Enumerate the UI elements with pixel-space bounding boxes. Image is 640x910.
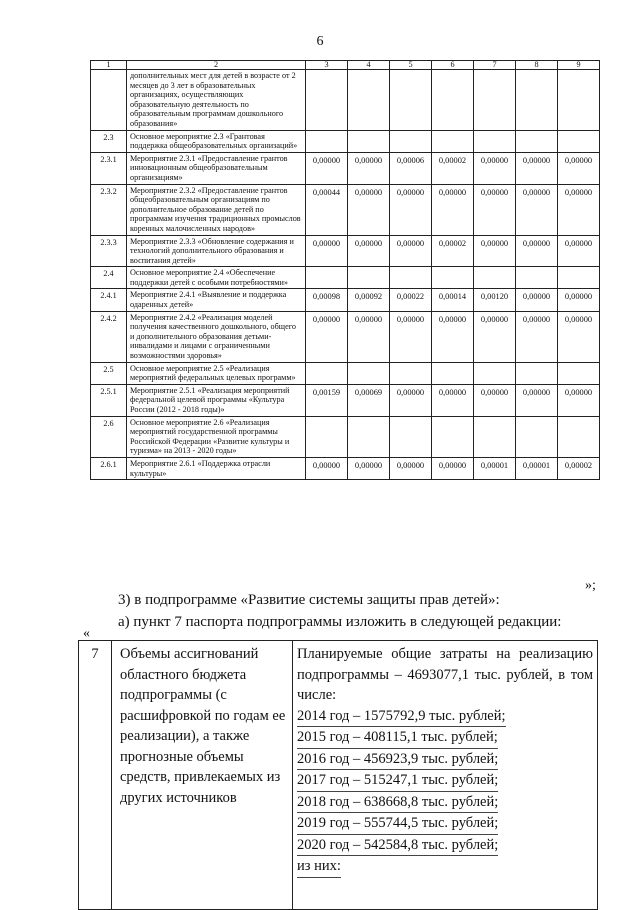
- value-cell: 0,00000: [348, 235, 390, 267]
- row-number: 2.6.1: [91, 457, 127, 479]
- value-cell: 0,00014: [432, 289, 474, 311]
- value-cell: [348, 362, 390, 384]
- table-row: [91, 235, 600, 267]
- row-description: Основное мероприятие 2.5 «Реализация мероприятий федеральных целевых программ»: [127, 362, 306, 384]
- value-cell: 0,00000: [306, 311, 348, 362]
- row-description: Мероприятие 2.3.3 «Обновление содержания и технологий дополнительного образования и воспитания детей»: [127, 235, 306, 267]
- value-cell: [516, 130, 558, 152]
- row-number: 2.3: [91, 130, 127, 152]
- header-cell: 8: [516, 61, 558, 70]
- value-cell: [516, 362, 558, 384]
- value-cell: 0,00044: [306, 184, 348, 235]
- value-cell: [474, 416, 516, 457]
- year-amount-line: 2015 год – 408115,1 тыс. рублей;: [297, 727, 498, 749]
- value-cell: 0,00002: [432, 235, 474, 267]
- passport-row: [79, 641, 598, 910]
- header-cell: 3: [306, 61, 348, 70]
- value-cell: 0,00000: [558, 152, 600, 184]
- value-cell: [348, 130, 390, 152]
- row-number: 2.3.1: [91, 152, 127, 184]
- table-row: [91, 311, 600, 362]
- value-cell: 0,00000: [474, 311, 516, 362]
- value-cell: 0,00006: [390, 152, 432, 184]
- value-cell: 0,00000: [558, 311, 600, 362]
- year-amount-line: 2020 год – 542584,8 тыс. рублей;: [297, 835, 498, 857]
- value-cell: 0,00000: [306, 235, 348, 267]
- value-cell: [558, 70, 600, 131]
- table-row: [91, 384, 600, 416]
- value-cell: 0,00000: [306, 457, 348, 479]
- value-cell: 0,00000: [390, 235, 432, 267]
- value-cell: [390, 267, 432, 289]
- table-row: [91, 70, 600, 131]
- year-amount-line: 2018 год – 638668,8 тыс. рублей;: [297, 792, 498, 814]
- table-row: [91, 152, 600, 184]
- value-cell: [474, 130, 516, 152]
- value-cell: 0,00000: [516, 311, 558, 362]
- value-cell: 0,00002: [558, 457, 600, 479]
- value-cell: [558, 416, 600, 457]
- year-amount-line: 2014 год – 1575792,9 тыс. рублей;: [297, 706, 506, 728]
- value-cell: [432, 267, 474, 289]
- value-cell: 0,00000: [390, 184, 432, 235]
- indicator-table: [90, 60, 600, 480]
- value-cell: [348, 267, 390, 289]
- value-cell: [474, 267, 516, 289]
- value-cell: [390, 70, 432, 131]
- value-cell: 0,00000: [516, 184, 558, 235]
- passport-item-label: Объемы ассигнований областного бюджета подпрограммы (с расшифровкой по годам ее реализации), а также прогнозные объемы средств, привлекаемых из других источников: [112, 641, 293, 910]
- table-header-row: [91, 61, 600, 70]
- value-cell: [348, 416, 390, 457]
- value-cell: [306, 130, 348, 152]
- value-cell: 0,00000: [558, 184, 600, 235]
- value-cell: [516, 416, 558, 457]
- table-row: [91, 457, 600, 479]
- row-number: 2.3.3: [91, 235, 127, 267]
- passport-years-list: [297, 706, 593, 878]
- value-cell: [390, 362, 432, 384]
- value-cell: 0,00000: [390, 384, 432, 416]
- row-number: 2.4.1: [91, 289, 127, 311]
- value-cell: 0,00000: [516, 384, 558, 416]
- value-cell: 0,00098: [306, 289, 348, 311]
- year-amount-line: 2019 год – 555744,5 тыс. рублей;: [297, 813, 498, 835]
- table-row: [91, 416, 600, 457]
- value-cell: [390, 130, 432, 152]
- value-cell: 0,00092: [348, 289, 390, 311]
- header-cell: 2: [127, 61, 306, 70]
- value-cell: 0,00000: [558, 384, 600, 416]
- table-row: [91, 267, 600, 289]
- row-number: 2.3.2: [91, 184, 127, 235]
- value-cell: 0,00000: [390, 311, 432, 362]
- header-cell: 9: [558, 61, 600, 70]
- value-cell: 0,00000: [432, 184, 474, 235]
- value-cell: 0,00002: [432, 152, 474, 184]
- header-cell: 5: [390, 61, 432, 70]
- value-cell: 0,00000: [516, 235, 558, 267]
- value-cell: 0,00000: [432, 384, 474, 416]
- indicator-table-body: [91, 61, 600, 480]
- row-description: Мероприятие 2.3.1 «Предоставление грантов инновационным общеобразовательным организациям»: [127, 152, 306, 184]
- row-number: 2.6: [91, 416, 127, 457]
- header-cell: 4: [348, 61, 390, 70]
- value-cell: 0,00000: [432, 457, 474, 479]
- value-cell: 0,00001: [474, 457, 516, 479]
- value-cell: [306, 362, 348, 384]
- value-cell: [348, 70, 390, 131]
- value-cell: [306, 267, 348, 289]
- value-cell: 0,00000: [516, 289, 558, 311]
- value-cell: 0,00000: [474, 235, 516, 267]
- passport-item-value: [293, 641, 598, 910]
- row-number: 2.4: [91, 267, 127, 289]
- value-cell: [306, 416, 348, 457]
- value-cell: 0,00001: [516, 457, 558, 479]
- table-row: [91, 130, 600, 152]
- row-description: дополнительных мест для детей в возрасте от 2 месяцев до 3 лет в образовательных организациях, осуществляющих образовательную деятельность по образовательным программам дошкольного образования»: [127, 70, 306, 131]
- value-cell: 0,00000: [432, 311, 474, 362]
- value-cell: 0,00000: [474, 152, 516, 184]
- value-cell: [558, 362, 600, 384]
- value-cell: [558, 267, 600, 289]
- table-row: [91, 362, 600, 384]
- row-number: 2.5: [91, 362, 127, 384]
- row-number: [91, 70, 127, 131]
- value-cell: 0,00000: [390, 457, 432, 479]
- closing-quote: »;: [585, 578, 596, 593]
- value-cell: 0,00000: [348, 152, 390, 184]
- value-cell: [474, 70, 516, 131]
- opening-quote: «: [83, 626, 90, 641]
- row-description: Мероприятие 2.3.2 «Предоставление грантов общеобразовательным организациям по дополнительное образование детей по программам изучения традиционных промыслов коренных малочисленных народов»: [127, 184, 306, 235]
- value-cell: 0,00000: [558, 289, 600, 311]
- value-cell: 0,00000: [348, 184, 390, 235]
- passport-table: [78, 640, 598, 910]
- header-cell: 7: [474, 61, 516, 70]
- page-number: 6: [316, 34, 324, 49]
- row-description: Мероприятие 2.4.2 «Реализация моделей получения качественного дошкольного, общего и дополнительного образования детьми-инвалидами и лицами с ограниченными возможностями здоровья»: [127, 311, 306, 362]
- value-cell: 0,00000: [474, 384, 516, 416]
- value-cell: 0,00000: [348, 457, 390, 479]
- header-cell: 1: [91, 61, 127, 70]
- row-description: Мероприятие 2.6.1 «Поддержка отрасли культуры»: [127, 457, 306, 479]
- value-cell: 0,00022: [390, 289, 432, 311]
- value-cell: [432, 130, 474, 152]
- amendment-line-item: а) пункт 7 паспорта подпрограммы изложить в следующей редакции:: [118, 614, 562, 630]
- header-cell: 6: [432, 61, 474, 70]
- row-description: Мероприятие 2.5.1 «Реализация мероприятий федеральной целевой программы «Культура России (2012 - 2018 годы)»: [127, 384, 306, 416]
- year-amount-line: 2016 год – 456923,9 тыс. рублей;: [297, 749, 498, 771]
- value-cell: 0,00159: [306, 384, 348, 416]
- value-cell: [390, 416, 432, 457]
- row-number: 2.4.2: [91, 311, 127, 362]
- value-cell: 0,00120: [474, 289, 516, 311]
- row-description: Основное мероприятие 2.4 «Обеспечение поддержки детей с особыми потребностями»: [127, 267, 306, 289]
- table-row: [91, 289, 600, 311]
- value-cell: [516, 267, 558, 289]
- value-cell: [432, 416, 474, 457]
- value-cell: [432, 70, 474, 131]
- row-description: Мероприятие 2.4.1 «Выявление и поддержка одаренных детей»: [127, 289, 306, 311]
- value-cell: [558, 130, 600, 152]
- table-row: [91, 184, 600, 235]
- value-cell: 0,00000: [306, 152, 348, 184]
- value-cell: 0,00000: [558, 235, 600, 267]
- passport-item-number: 7: [79, 641, 112, 910]
- year-amount-line: из них:: [297, 856, 341, 878]
- value-cell: [432, 362, 474, 384]
- value-cell: 0,00069: [348, 384, 390, 416]
- value-cell: 0,00000: [516, 152, 558, 184]
- passport-total: Планируемые общие затраты на реализацию подпрограммы – 4693077,1 тыс. рублей, в том числе:: [297, 646, 593, 703]
- value-cell: 0,00000: [474, 184, 516, 235]
- value-cell: [516, 70, 558, 131]
- amendment-line-subprogram: 3) в подпрограмме «Развитие системы защиты прав детей»:: [118, 592, 500, 608]
- year-amount-line: 2017 год – 515247,1 тыс. рублей;: [297, 770, 498, 792]
- row-description: Основное мероприятие 2.3 «Грантовая поддержка общеобразовательных организаций»: [127, 130, 306, 152]
- row-description: Основное мероприятие 2.6 «Реализация мероприятий государственной программы Российской Федерации «Развитие культуры и туризма» на 2013 - 2020 годы»: [127, 416, 306, 457]
- row-number: 2.5.1: [91, 384, 127, 416]
- value-cell: [306, 70, 348, 131]
- value-cell: 0,00000: [348, 311, 390, 362]
- value-cell: [474, 362, 516, 384]
